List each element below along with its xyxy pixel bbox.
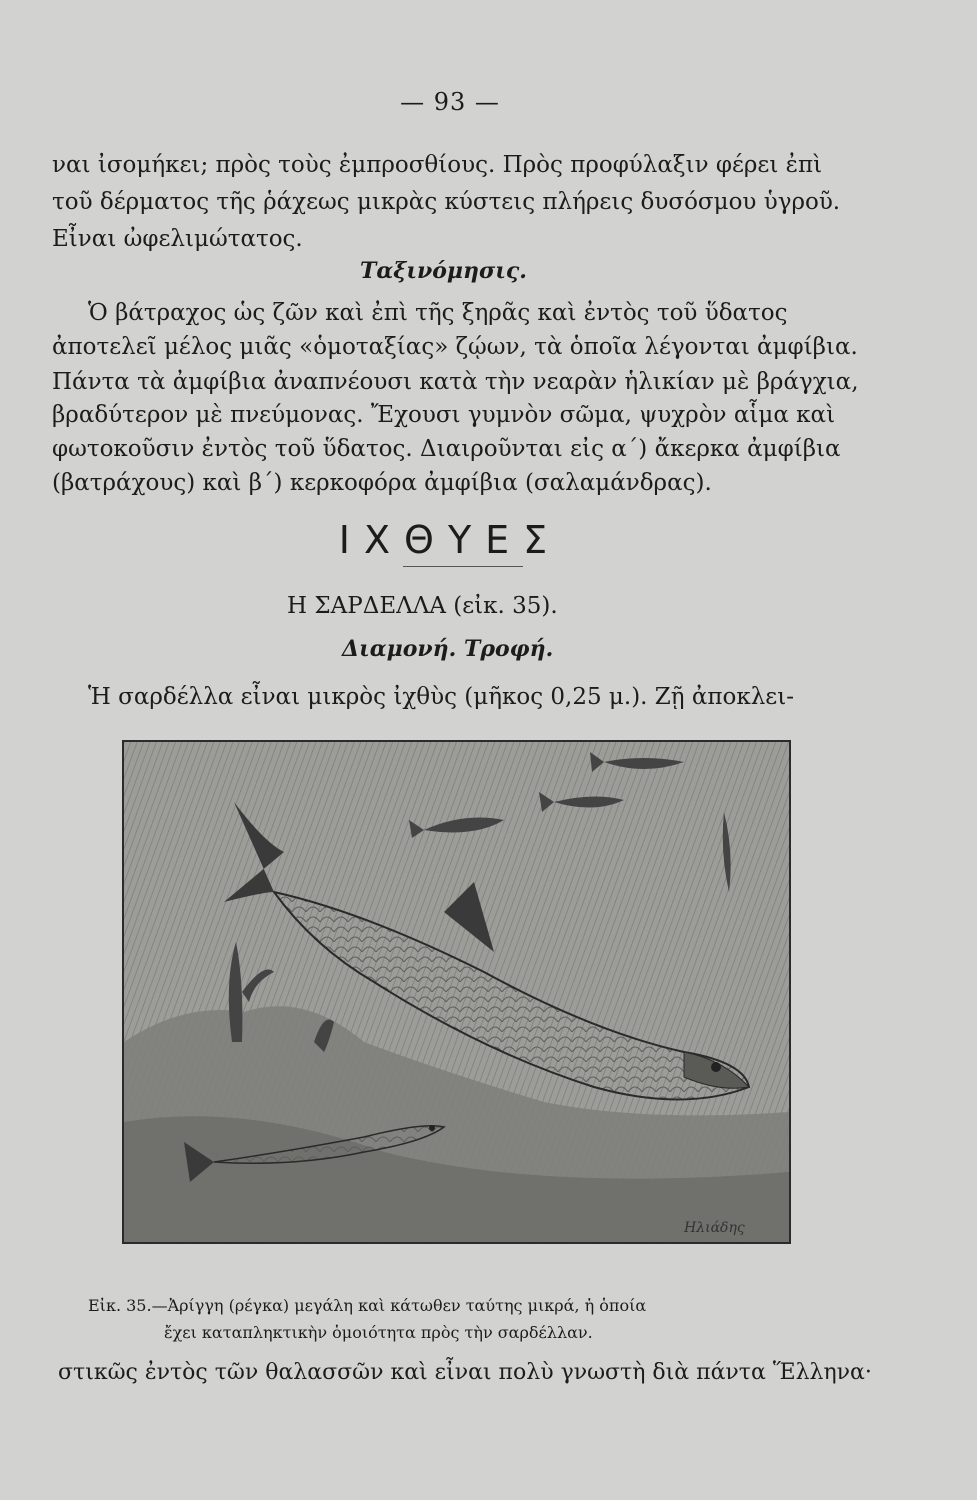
text-line: ἀποτελεῖ μέλος μιᾶς «ὁμοταξίας» ζῴων, τὰ ὁποῖα λέγονται ἀμφίβια. [52, 334, 858, 360]
fish-illustration [122, 740, 791, 1244]
chapter-title: Η ΣΑΡΔΕΛΛΑ (εἰκ. 35). [287, 593, 558, 619]
subheading-taxonomy: Ταξινόμησις. [360, 258, 527, 284]
section-title: ΙΧΘΥΕΣ [338, 518, 562, 562]
herring-engraving [124, 742, 789, 1242]
text-line: Εἶναι ὠφελιμώτατος. [52, 226, 303, 252]
page-number: — 93 — [400, 88, 500, 116]
artist-signature: Ηλιάδης [684, 1220, 745, 1236]
text-line: βραδύτερον μὲ πνεύμονας. Ἔχουσι γυμνὸν σῶμα, ψυχρὸν αἷμα καὶ [52, 402, 836, 428]
chapter-subtitle: Διαμονή. Τροφή. [342, 636, 554, 662]
text-line: Ἡ σαρδέλλα εἶναι μικρὸς ἰχθὺς (μῆκος 0,25 μ.). Ζῇ ἀποκλει- [88, 684, 795, 710]
figure-caption-line: Εἰκ. 35.—Ἀρίγγη (ρέγκα) μεγάλη καὶ κάτωθεν ταύτης μικρά, ἡ ὁποία [88, 1296, 647, 1315]
section-rule [403, 566, 523, 567]
text-line: στικῶς ἐντὸς τῶν θαλασσῶν καὶ εἶναι πολὺ γνωστὴ διὰ πάντα Ἕλληνα· [58, 1360, 872, 1385]
figure-caption-line: ἔχει καταπληκτικὴν ὁμοιότητα πρὸς τὴν σαρδέλλαν. [164, 1323, 593, 1342]
text-line: τοῦ δέρματος τῆς ῥάχεως μικρὰς κύστεις πλήρεις δυσόσμου ὑγροῦ. [52, 189, 841, 215]
text-line: Ὁ βάτραχος ὡς ζῶν καὶ ἐπὶ τῆς ξηρᾶς καὶ ἐντὸς τοῦ ὕδατος [88, 300, 788, 326]
text-line: ναι ἰσομήκει; πρὸς τοὺς ἐμπροσθίους. Πρὸς προφύλαξιν φέρει ἐπὶ [52, 152, 823, 178]
text-line: (βατράχους) καὶ β΄) κερκοφόρα ἀμφίβια (σαλαμάνδρας). [52, 470, 712, 496]
text-line: φωτοκοῦσιν ἐντὸς τοῦ ὕδατος. Διαιροῦνται εἰς α΄) ἄκερκα ἀμφίβια [52, 436, 841, 462]
text-line: Πάντα τὰ ἀμφίβια ἀναπνέουσι κατὰ τὴν νεαρὰν ἡλικίαν μὲ βράγχια, [52, 369, 859, 395]
